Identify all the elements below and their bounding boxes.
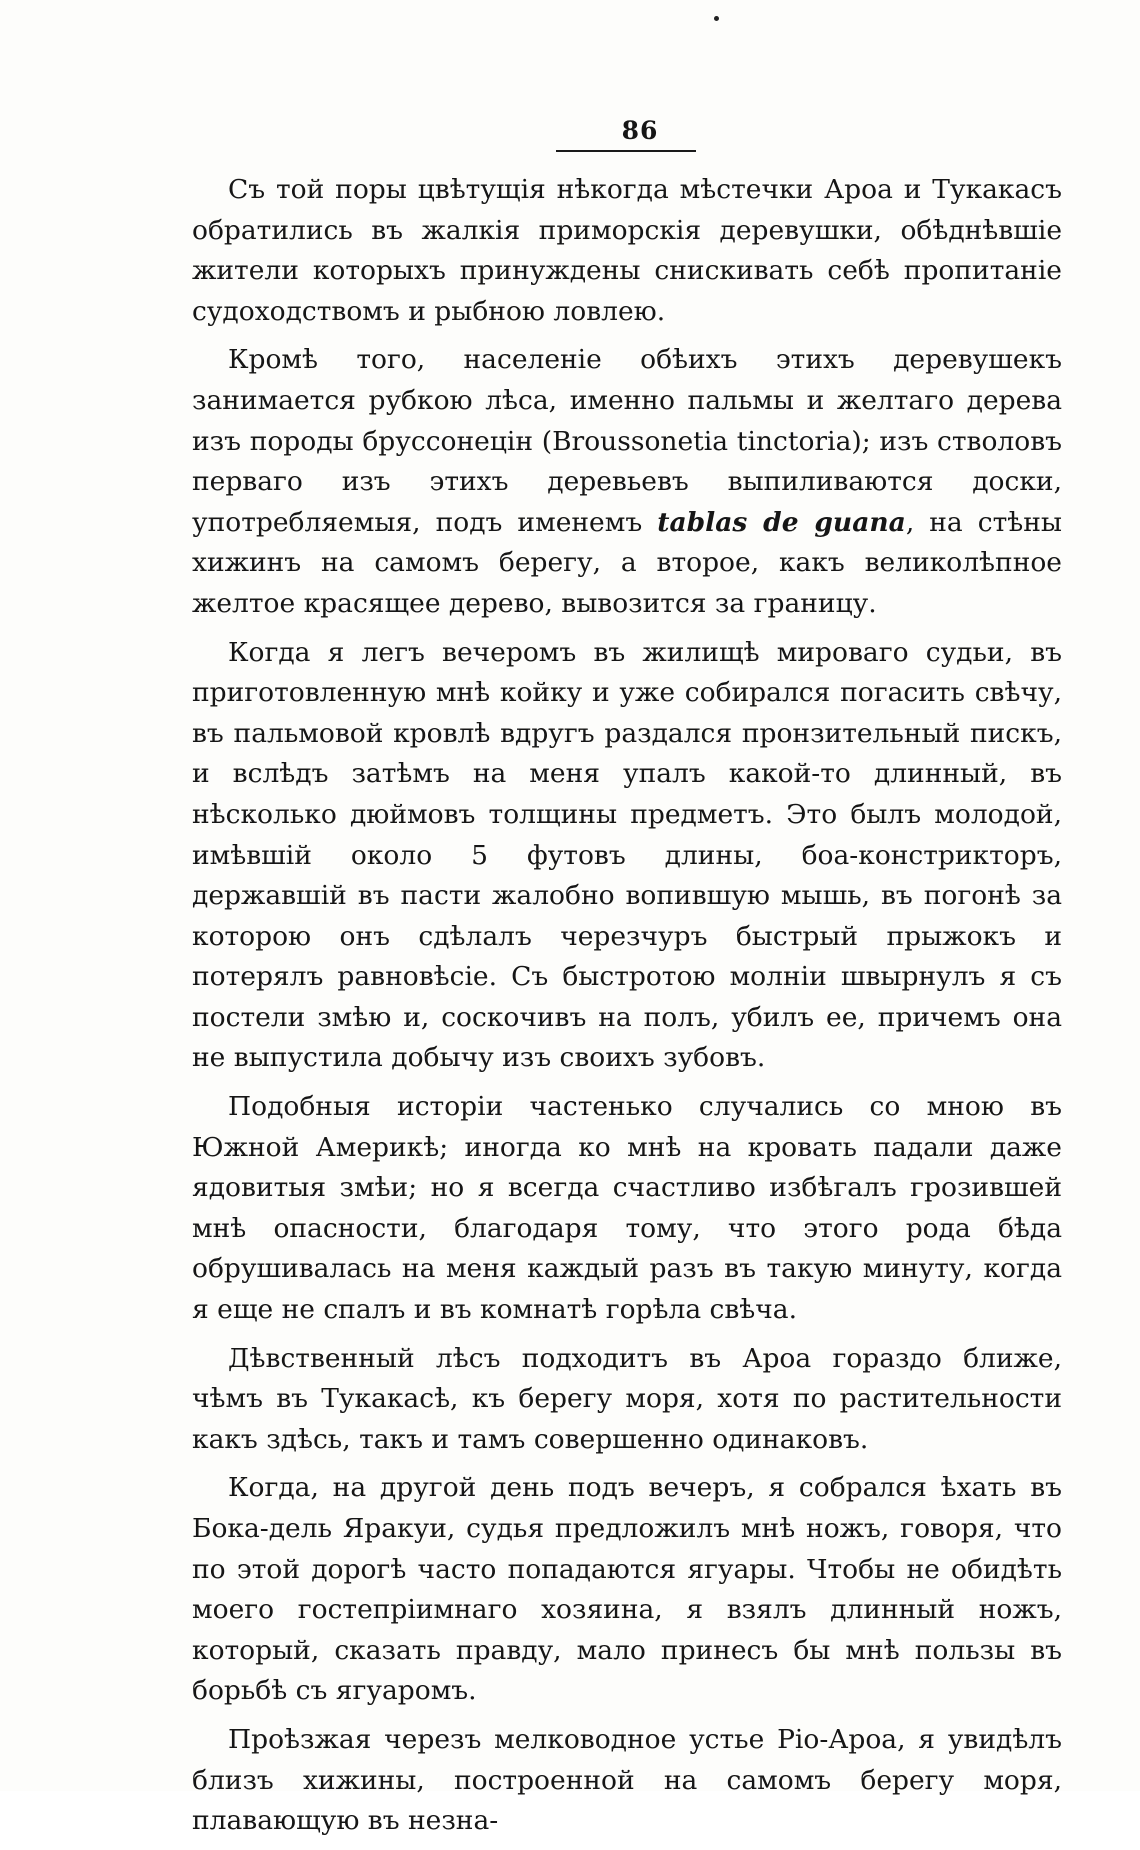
- paragraph-2-end: , на стѣны хижинъ на самомъ берегу, а второе, какъ великолѣпное желтое красящее дерево, вывозится за границу.: [192, 506, 1063, 619]
- ink-speck: [714, 16, 719, 21]
- paragraph-4: Подобныя исторіи частенько случались со мною въ Южной Америкѣ; иногда ко мнѣ на кровать падали даже ядовитыя змѣи; но я всегда счастливо избѣгалъ грозившей мнѣ опасности, благодаря тому, что этого рода бѣда обрушивалась на меня каждый разъ въ такую минуту, когда я еще не спалъ и въ комнатѣ горѣла свѣча.: [192, 1091, 1062, 1326]
- paragraph-3: Когда я легъ вечеромъ въ жилищѣ мироваго судьи, въ приготовленную мнѣ койку и уже собирался погасить свѣчу, въ пальмовой кровлѣ вдругъ раздался пронзительный пискъ, и вслѣдъ затѣмъ на меня упалъ какой-то длинный, въ нѣсколько дюймовъ толщины предметъ. Это былъ молодой, имѣвшій около 5 футовъ длины, боа-констрикторъ, державшій въ пасти жалобно вопившую мышь, въ погонѣ за которою онъ сдѣлалъ черезчуръ быстрый прыжокъ и потерялъ равновѣсіе. Съ быстротою молніи швырнулъ я съ постели змѣю и, соскочивъ на полъ, убилъ ее, причемъ она не выпустила добычу изъ своихъ зубовъ.: [192, 636, 1062, 1074]
- body-text: [192, 170, 1062, 1850]
- paragraph-2: [192, 340, 1062, 624]
- paragraph-1: Съ той поры цвѣтущія нѣкогда мѣстечки Ароа и Тукакасъ обратились въ жалкія приморскія деревушки, обѣднѣвшіе жители которыхъ принуждены снискивать себѣ пропитаніе судоходствомъ и рыбною ловлею.: [192, 174, 1062, 327]
- header-rule: [556, 150, 696, 152]
- page-number: 86: [621, 116, 659, 145]
- paragraph-6: Когда, на другой день подъ вечеръ, я собрался ѣхать въ Бока-дель Яракуи, судья предложилъ мнѣ ножъ, говоря, что по этой дорогѣ часто попадаются ягуары. Чтобы не обидѣть моего гостепріимнаго хозяина, я взялъ длинный ножъ, который, сказать правду, мало принесъ бы мнѣ пользы въ борьбѣ съ ягуаромъ.: [192, 1472, 1062, 1707]
- paragraph-5: Дѣвственный лѣсъ подходитъ въ Ароа гораздо ближе, чѣмъ въ Тукакасѣ, къ берегу моря, хотя по растительности какъ здѣсь, такъ и тамъ совершенно одинаковъ.: [192, 1342, 1062, 1455]
- paragraph-2-start: Кромѣ того, населеніе обѣихъ этихъ деревушекъ занимается рубкою лѣса, именно пальмы и желтаго дерева изъ породы бруссонецін (Broussonetia tinctoria); изъ стволовъ перваго изъ этихъ деревьевъ выпиливаются доски, употребляемыя, подъ именемъ: [192, 344, 1062, 538]
- italic-term: tablas de guana: [657, 506, 906, 538]
- paragraph-7: Проѣзжая черезъ мелководное устье Ріо-Ароа, я увидѣлъ близъ хижины, построенной на самомъ берегу моря, плавающую въ незна-: [192, 1723, 1062, 1837]
